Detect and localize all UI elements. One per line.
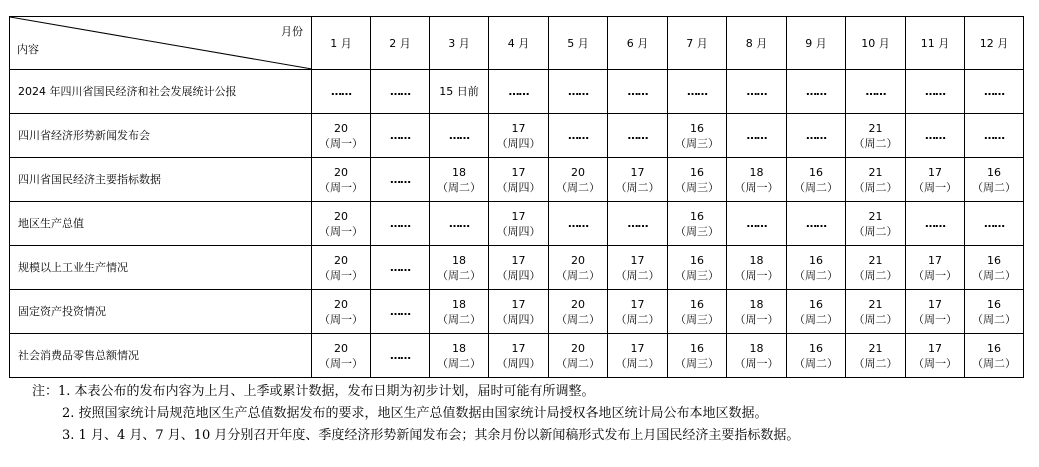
- cell-value: 20: [571, 165, 585, 179]
- month-header-3: 3 月: [430, 17, 489, 70]
- cell-value: 17: [511, 341, 526, 355]
- cell-value: ……: [984, 217, 1004, 230]
- schedule-cell: [312, 114, 371, 158]
- cell-value: ……: [806, 217, 826, 230]
- cell-value: ……: [568, 129, 588, 142]
- schedule-cell: [549, 290, 608, 334]
- cell-weekday: （周一）: [319, 268, 363, 282]
- cell-value: ……: [449, 129, 469, 142]
- cell-weekday: （周一）: [913, 312, 957, 326]
- schedule-cell: [846, 158, 906, 202]
- cell-value: ……: [390, 261, 410, 274]
- schedule-cell: [489, 158, 549, 202]
- schedule-cell: [489, 290, 549, 334]
- cell-value: 20: [334, 165, 348, 179]
- cell-weekday: （周二）: [437, 312, 481, 326]
- table-row: [10, 290, 1024, 334]
- schedule-cell: [965, 70, 1024, 114]
- schedule-cell: [787, 158, 846, 202]
- schedule-cell: [965, 290, 1024, 334]
- cell-weekday: （周二）: [853, 356, 898, 370]
- month-header-9: 9 月: [787, 17, 846, 70]
- cell-value: ……: [508, 85, 529, 98]
- cell-value: 20: [571, 297, 585, 311]
- schedule-cell: [727, 114, 787, 158]
- schedule-cell: [787, 334, 846, 378]
- note-1: 注：1. 本表公布的发布内容为上月、上季或累计数据，发布日期为初步计划，届时可能有所调整。: [32, 384, 595, 399]
- cell-value: ……: [449, 217, 469, 230]
- schedule-cell: [430, 334, 489, 378]
- cell-value: ……: [627, 217, 648, 230]
- schedule-cell: [608, 290, 668, 334]
- cell-weekday: （周四）: [496, 268, 541, 282]
- table-row: [10, 114, 1024, 158]
- row-label: 固定资产投资情况: [10, 290, 312, 334]
- schedule-cell: [906, 70, 965, 114]
- cell-value: 16: [987, 297, 1001, 311]
- schedule-cell: [787, 70, 846, 114]
- schedule-cell: [846, 290, 906, 334]
- cell-value: 16: [690, 341, 704, 355]
- cell-weekday: （周二）: [556, 180, 600, 194]
- cell-value: 16: [690, 165, 704, 179]
- month-header-label: 月份: [281, 25, 303, 38]
- cell-value: 16: [809, 297, 823, 311]
- cell-value: 16: [987, 253, 1001, 267]
- schedule-cell: [489, 334, 549, 378]
- cell-value: 18: [749, 297, 764, 311]
- cell-value: ……: [746, 217, 767, 230]
- cell-weekday: （周二）: [437, 180, 481, 194]
- schedule-cell: [430, 202, 489, 246]
- cell-weekday: （周三）: [675, 224, 719, 238]
- schedule-cell: [549, 114, 608, 158]
- schedule-cell: [608, 246, 668, 290]
- schedule-cell: [489, 202, 549, 246]
- cell-weekday: （周二）: [556, 268, 600, 282]
- schedule-cell: [371, 158, 430, 202]
- cell-weekday: （周二）: [853, 136, 898, 150]
- cell-value: 18: [749, 253, 764, 267]
- cell-value: 17: [511, 209, 526, 223]
- schedule-cell: [668, 70, 727, 114]
- cell-value: 16: [690, 297, 704, 311]
- schedule-cell: [312, 70, 371, 114]
- schedule-cell: [668, 202, 727, 246]
- cell-value: 17: [511, 253, 526, 267]
- cell-value: 17: [928, 341, 942, 355]
- row-label: 社会消费品零售总额情况: [10, 334, 312, 378]
- schedule-cell: [787, 246, 846, 290]
- schedule-cell: [312, 290, 371, 334]
- cell-value: 18: [749, 165, 764, 179]
- cell-value: ……: [390, 173, 410, 186]
- month-header-4: 4 月: [489, 17, 549, 70]
- cell-weekday: （周一）: [319, 180, 363, 194]
- schedule-cell: [846, 70, 906, 114]
- cell-value: 17: [511, 121, 526, 135]
- month-header-6: 6 月: [608, 17, 668, 70]
- cell-value: ……: [687, 85, 707, 98]
- cell-value: 17: [630, 297, 645, 311]
- table-row: [10, 246, 1024, 290]
- cell-weekday: （周一）: [734, 312, 779, 326]
- cell-value: ……: [984, 85, 1004, 98]
- cell-value: 17: [511, 297, 526, 311]
- cell-weekday: （周二）: [853, 312, 898, 326]
- table-row: [10, 158, 1024, 202]
- cell-weekday: （周一）: [734, 268, 779, 282]
- cell-value: ……: [390, 85, 410, 98]
- schedule-cell: [608, 114, 668, 158]
- cell-weekday: （周一）: [319, 136, 363, 150]
- cell-weekday: （周四）: [496, 356, 541, 370]
- cell-value: 20: [571, 253, 585, 267]
- schedule-cell: [965, 114, 1024, 158]
- row-label: 四川省国民经济主要指标数据: [10, 158, 312, 202]
- cell-weekday: （周一）: [319, 312, 363, 326]
- schedule-cell: [668, 114, 727, 158]
- cell-weekday: （周三）: [675, 312, 719, 326]
- schedule-cell: [906, 246, 965, 290]
- cell-weekday: （周二）: [615, 312, 660, 326]
- table-row: [10, 70, 1024, 114]
- cell-value: 21: [868, 165, 883, 179]
- schedule-cell: [489, 70, 549, 114]
- cell-weekday: （周一）: [913, 268, 957, 282]
- content-header-label: 内容: [17, 43, 39, 56]
- cell-weekday: （周三）: [675, 356, 719, 370]
- month-header-1: 1 月: [312, 17, 371, 70]
- cell-weekday: （周二）: [556, 312, 600, 326]
- schedule-cell: [312, 246, 371, 290]
- cell-weekday: （周二）: [556, 356, 600, 370]
- schedule-cell: [430, 290, 489, 334]
- cell-value: ……: [390, 217, 410, 230]
- cell-value: ……: [390, 349, 410, 362]
- cell-value: 21: [868, 341, 883, 355]
- schedule-cell: [608, 334, 668, 378]
- schedule-cell: [846, 114, 906, 158]
- cell-value: 18: [452, 297, 466, 311]
- cell-weekday: （周二）: [615, 356, 660, 370]
- cell-weekday: （周二）: [437, 356, 481, 370]
- cell-value: ……: [806, 129, 826, 142]
- cell-value: ……: [925, 217, 945, 230]
- cell-weekday: （周二）: [794, 356, 838, 370]
- cell-value: 16: [987, 341, 1001, 355]
- schedule-cell: [668, 290, 727, 334]
- schedule-cell: [371, 290, 430, 334]
- cell-value: 17: [928, 165, 942, 179]
- cell-value: 17: [928, 253, 942, 267]
- cell-value: 16: [690, 209, 704, 223]
- month-header-5: 5 月: [549, 17, 608, 70]
- cell-weekday: （周四）: [496, 312, 541, 326]
- cell-weekday: （周一）: [734, 180, 779, 194]
- schedule-cell: [549, 334, 608, 378]
- table-row: [10, 202, 1024, 246]
- schedule-cell: [906, 290, 965, 334]
- cell-weekday: （周一）: [734, 356, 779, 370]
- cell-weekday: （周一）: [319, 224, 363, 238]
- schedule-cell: [965, 334, 1024, 378]
- cell-weekday: （周二）: [972, 268, 1016, 282]
- cell-weekday: （周三）: [675, 136, 719, 150]
- schedule-cell: [727, 158, 787, 202]
- schedule-cell: [549, 158, 608, 202]
- cell-weekday: （周二）: [853, 268, 898, 282]
- table-row: [10, 334, 1024, 378]
- schedule-cell: [549, 202, 608, 246]
- schedule-cell: [430, 246, 489, 290]
- cell-weekday: （周二）: [972, 312, 1016, 326]
- cell-value: 18: [749, 341, 764, 355]
- schedule-cell: [906, 114, 965, 158]
- cell-value: 16: [690, 121, 704, 135]
- schedule-cell: [430, 158, 489, 202]
- cell-value: ……: [331, 85, 351, 98]
- cell-value: 17: [511, 165, 526, 179]
- note-3: 3. 1 月、4 月、7 月、10 月分别召开年度、季度经济形势新闻发布会；其余月份以新闻稿形式发布上月国民经济主要指标数据。: [62, 428, 800, 443]
- schedule-cell: [312, 158, 371, 202]
- cell-value: ……: [390, 305, 410, 318]
- month-header-8: 8 月: [727, 17, 787, 70]
- schedule-cell: [312, 202, 371, 246]
- schedule-cell: [727, 202, 787, 246]
- cell-value: 16: [809, 341, 823, 355]
- row-label: 规模以上工业生产情况: [10, 246, 312, 290]
- cell-weekday: （周一）: [319, 356, 363, 370]
- schedule-cell: [608, 202, 668, 246]
- schedule-cell: [371, 334, 430, 378]
- cell-value: 16: [809, 165, 823, 179]
- cell-weekday: （周三）: [675, 268, 719, 282]
- cell-value: 20: [571, 341, 585, 355]
- schedule-cell: [787, 290, 846, 334]
- cell-value: ……: [746, 85, 767, 98]
- release-schedule-table: [9, 16, 1024, 378]
- schedule-cell: [787, 114, 846, 158]
- cell-value: ……: [627, 129, 648, 142]
- cell-value: 17: [630, 341, 645, 355]
- cell-weekday: （周一）: [913, 180, 957, 194]
- cell-weekday: （周二）: [615, 268, 660, 282]
- cell-value: 21: [868, 297, 883, 311]
- cell-weekday: （周二）: [794, 268, 838, 282]
- cell-weekday: （周二）: [972, 180, 1016, 194]
- header-row: [10, 17, 1024, 70]
- notes: [32, 381, 799, 447]
- schedule-cell: [906, 334, 965, 378]
- cell-value: 20: [334, 341, 348, 355]
- cell-value: ……: [806, 85, 826, 98]
- schedule-cell: [965, 246, 1024, 290]
- cell-value: 15 日前: [439, 85, 479, 98]
- schedule-cell: [846, 202, 906, 246]
- month-header-2: 2 月: [371, 17, 430, 70]
- cell-value: ……: [627, 85, 648, 98]
- schedule-cell: [489, 246, 549, 290]
- cell-value: 21: [868, 209, 883, 223]
- cell-value: ……: [390, 129, 410, 142]
- row-label: 四川省经济形势新闻发布会: [10, 114, 312, 158]
- cell-value: 17: [630, 165, 645, 179]
- cell-weekday: （周二）: [853, 180, 898, 194]
- schedule-cell: [846, 334, 906, 378]
- cell-value: 20: [334, 121, 348, 135]
- cell-weekday: （周二）: [437, 268, 481, 282]
- schedule-cell: [965, 158, 1024, 202]
- diagonal-line: [10, 17, 312, 69]
- schedule-cell: [608, 70, 668, 114]
- schedule-cell: [727, 290, 787, 334]
- cell-value: 20: [334, 209, 348, 223]
- schedule-cell: [312, 334, 371, 378]
- schedule-cell: [371, 70, 430, 114]
- schedule-cell: [371, 246, 430, 290]
- cell-weekday: （周四）: [496, 224, 541, 238]
- diagonal-header-cell: [10, 17, 312, 70]
- row-label: 2024 年四川省国民经济和社会发展统计公报: [10, 70, 312, 114]
- schedule-cell: [787, 202, 846, 246]
- schedule-cell: [371, 114, 430, 158]
- schedule-cell: [727, 246, 787, 290]
- cell-weekday: （周二）: [615, 180, 660, 194]
- cell-value: 18: [452, 253, 466, 267]
- note-2: 2. 按照国家统计局规范地区生产总值数据发布的要求，地区生产总值数据由国家统计局授权各地区统计局公布本地区数据。: [62, 406, 768, 421]
- schedule-cell: [668, 334, 727, 378]
- schedule-cell: [727, 70, 787, 114]
- schedule-cell: [846, 246, 906, 290]
- cell-value: 18: [452, 341, 466, 355]
- cell-value: ……: [746, 129, 767, 142]
- cell-value: ……: [865, 85, 886, 98]
- month-header-7: 7 月: [668, 17, 727, 70]
- cell-value: 21: [868, 121, 883, 135]
- cell-value: 20: [334, 253, 348, 267]
- cell-value: 16: [987, 165, 1001, 179]
- cell-value: ……: [568, 217, 588, 230]
- schedule-cell: [489, 114, 549, 158]
- schedule-cell: [430, 114, 489, 158]
- cell-value: ……: [568, 85, 588, 98]
- schedule-cell: [965, 202, 1024, 246]
- schedule-cell: [906, 202, 965, 246]
- cell-weekday: （周二）: [794, 180, 838, 194]
- cell-weekday: （周三）: [675, 180, 719, 194]
- row-label: 地区生产总值: [10, 202, 312, 246]
- schedule-cell: [430, 70, 489, 114]
- cell-value: 16: [690, 253, 704, 267]
- schedule-cell: [549, 70, 608, 114]
- cell-weekday: （周四）: [496, 180, 541, 194]
- cell-value: 20: [334, 297, 348, 311]
- schedule-cell: [727, 334, 787, 378]
- schedule-cell: [549, 246, 608, 290]
- month-header-11: 11 月: [906, 17, 965, 70]
- cell-weekday: （周二）: [853, 224, 898, 238]
- cell-value: 17: [630, 253, 645, 267]
- cell-value: 17: [928, 297, 942, 311]
- schedule-cell: [371, 202, 430, 246]
- cell-value: 16: [809, 253, 823, 267]
- cell-value: 21: [868, 253, 883, 267]
- cell-value: ……: [925, 129, 945, 142]
- cell-weekday: （周二）: [972, 356, 1016, 370]
- cell-weekday: （周四）: [496, 136, 541, 150]
- schedule-cell: [668, 246, 727, 290]
- schedule-cell: [668, 158, 727, 202]
- schedule-cell: [608, 158, 668, 202]
- cell-weekday: （周二）: [794, 312, 838, 326]
- cell-value: ……: [925, 85, 945, 98]
- cell-weekday: （周一）: [913, 356, 957, 370]
- cell-value: 18: [452, 165, 466, 179]
- month-header-10: 10 月: [846, 17, 906, 70]
- cell-value: ……: [984, 129, 1004, 142]
- month-header-12: 12 月: [965, 17, 1024, 70]
- schedule-cell: [906, 158, 965, 202]
